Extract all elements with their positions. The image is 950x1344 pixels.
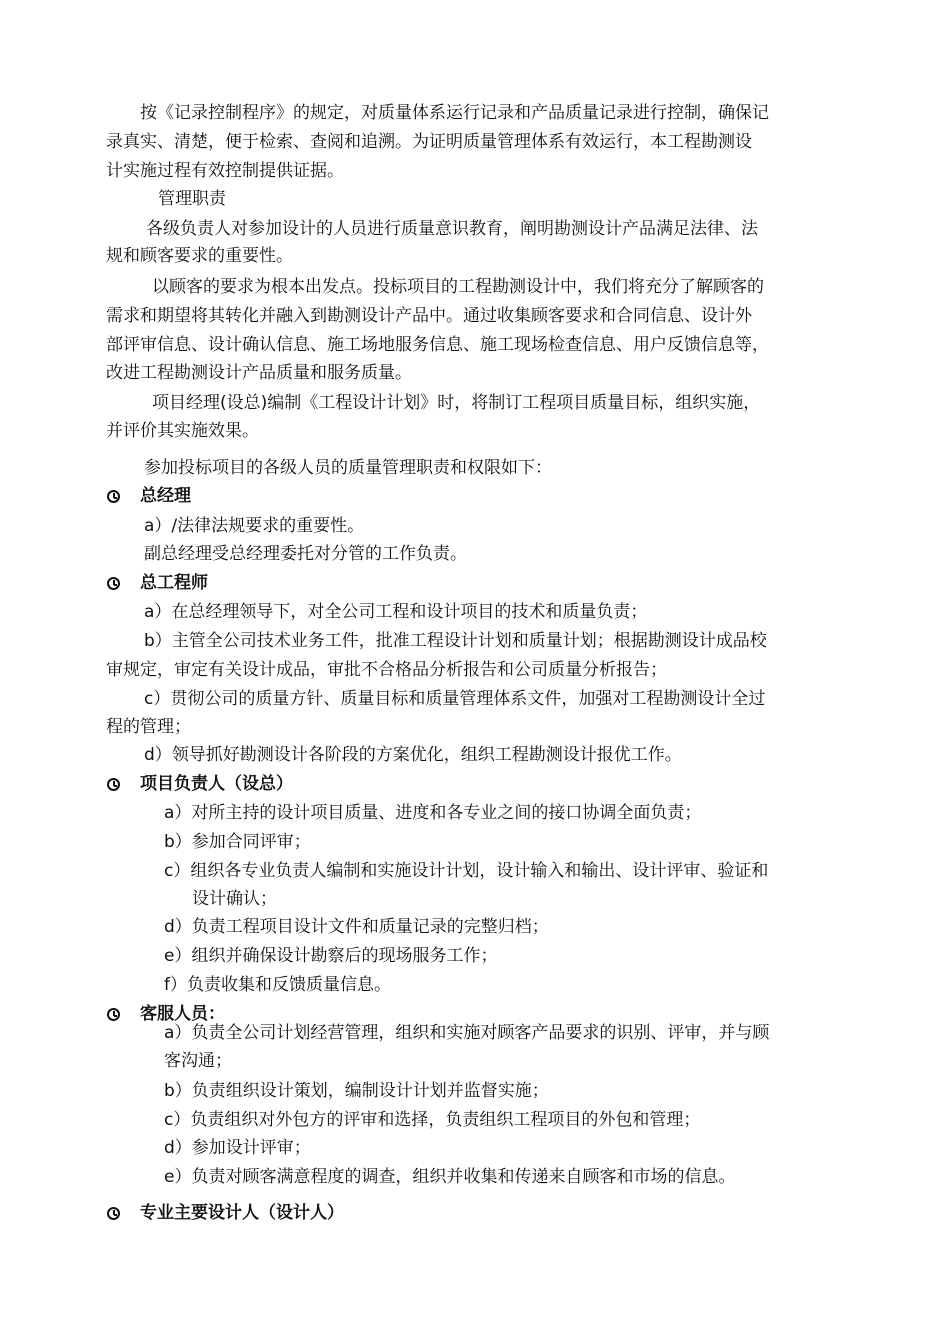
cs-item-a-line-1: a）负责全公司计划经营管理，组织和实施对顾客产品要求的识别、评审，并与顾 [164, 1023, 770, 1043]
clock-icon [107, 490, 120, 503]
cs-item-e: e）负责对顾客满意程度的调查，组织并收集和传递来自顾客和市场的信息。 [164, 1167, 736, 1187]
cs-item-a-line-2: 客沟通； [164, 1051, 232, 1071]
ce-item-c-line-2: 程的管理； [106, 717, 191, 737]
clock-icon [107, 778, 120, 791]
pm-item-b: b）参加合同评审； [164, 832, 311, 852]
pm-title: 项目负责人（设总） [140, 774, 293, 794]
mgmt-heading: 管理职责 [158, 189, 226, 209]
designer-title: 专业主要设计人（设计人） [140, 1203, 344, 1223]
ce-item-b-line-2: 审规定，审定有关设计成品，审批不合格品分析报告和公司质量分析报告； [106, 660, 667, 680]
clock-icon [107, 1008, 120, 1021]
intro-line-1: 按《记录控制程序》的规定，对质量体系运行记录和产品质量记录进行控制，确保记 [140, 103, 769, 123]
pm-item-a: a）对所主持的设计项目质量、进度和各专业之间的接口协调全面负责； [164, 803, 702, 823]
ce-item-c-line-1: c）贯彻公司的质量方针、质量目标和质量管理体系文件，加强对工程勘测设计全过 [144, 689, 766, 709]
mgmt-p2-line-2: 需求和期望将其转化并融入到勘测设计产品中。通过收集顾客要求和合同信息、设计外 [106, 306, 752, 326]
mgmt-p4: 参加投标项目的各级人员的质量管理职责和权限如下： [144, 458, 552, 478]
mgmt-p3-line-2: 并评价其实施效果。 [106, 421, 259, 441]
mgmt-p3-line-1: 项目经理(设总)编制《工程设计计划》时，将制订工程项目质量目标，组织实施， [152, 393, 761, 413]
cs-item-c: c）负责组织对外包方的评审和选择，负责组织工程项目的外包和管理； [164, 1110, 701, 1130]
clock-icon [107, 577, 120, 590]
ce-item-d: d）领导抓好勘测设计各阶段的方案优化，组织工程勘测设计报优工作。 [144, 745, 682, 765]
gm-title: 总经理 [140, 486, 191, 506]
pm-item-e: e）组织并确保设计勘察后的现场服务工作； [164, 946, 498, 966]
pm-item-f: f）负责收集和反馈质量信息。 [164, 975, 391, 995]
gm-deputy: 副总经理受总经理委托对分管的工作负责。 [144, 544, 467, 564]
ce-title: 总工程师 [140, 573, 208, 593]
intro-line-2: 录真实、清楚，便于检索、查阅和追溯。为证明质量管理体系有效运行，本工程勘测设 [106, 132, 752, 152]
cs-item-b: b）负责组织设计策划，编制设计计划并监督实施； [164, 1081, 549, 1101]
mgmt-p2-line-1: 以顾客的要求为根本出发点。投标项目的工程勘测设计中，我们将充分了解顾客的 [152, 277, 764, 297]
mgmt-p2-line-3: 部评审信息、设计确认信息、施工场地服务信息、施工现场检查信息、用户反馈信息等， [106, 335, 769, 355]
mgmt-p1-line-2: 规和顾客要求的重要性。 [106, 246, 293, 266]
pm-item-d: d）负责工程项目设计文件和质量记录的完整归档； [164, 917, 549, 937]
gm-item-a: a）/法律法规要求的重要性。 [144, 516, 365, 536]
clock-icon [107, 1207, 120, 1220]
pm-item-c-line-1: c）组织各专业负责人编制和实施设计计划，设计输入和输出、设计评审、验证和 [164, 861, 769, 881]
cs-title: 客服人员： [140, 1004, 225, 1024]
cs-item-d: d）参加设计评审； [164, 1138, 311, 1158]
ce-item-b-line-1: b）主管全公司技术业务工件，批准工程设计计划和质量计划；根据勘测设计成品校 [144, 631, 767, 651]
intro-line-3: 计实施过程有效控制提供证据。 [106, 161, 344, 181]
mgmt-p1-line-1: 各级负责人对参加设计的人员进行质量意识教育，阐明勘测设计产品满足法律、法 [146, 219, 758, 239]
mgmt-p2-line-4: 改进工程勘测设计产品质量和服务质量。 [106, 363, 412, 383]
ce-item-a: a）在总经理领导下，对全公司工程和设计项目的技术和质量负责； [144, 602, 648, 622]
pm-item-c-line-2: 设计确认； [192, 889, 277, 909]
